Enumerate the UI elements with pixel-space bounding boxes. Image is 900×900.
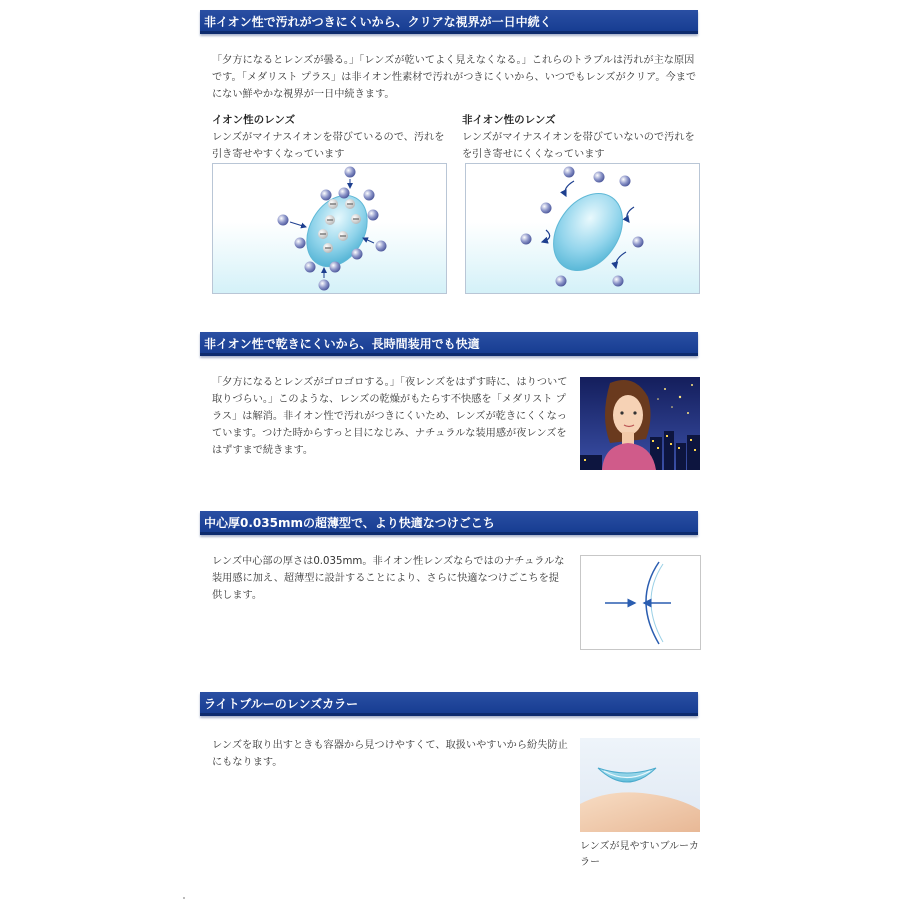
lens-on-finger-illustration: [580, 738, 700, 832]
ionic-lens-diagram: [213, 164, 446, 293]
section-heading-color: ライトブルーのレンズカラー: [200, 692, 698, 716]
woman-night-illustration: [580, 377, 700, 470]
section-body-color: レンズを取り出すときも容器から見つけやすくて、取扱いやすいから紛失防止にもなります。: [212, 740, 568, 768]
section-body-clear-vision: 「夕方になるとレンズが曇る。」「レンズが乾いてよく見えなくなる。」これらのトラブルは汚れが主な原因です。「メダリスト プラス」は非イオン性素材で汚れがつきにくいから、いつでもレンズがクリア。今までにない鮮やかな視界が一日中続きます。: [212, 55, 697, 100]
lens-thickness-illustration: [581, 556, 700, 649]
blue-lens-caption: レンズが見やすいブルーカラー: [580, 841, 699, 868]
nonionic-lens-block: [462, 112, 702, 163]
nonionic-lens-diagram: [466, 164, 699, 293]
nonionic-lens-title: 非イオン性のレンズ: [462, 114, 556, 126]
nonionic-lens-illustration: [465, 163, 700, 294]
section-body-comfort: 「夕方になるとレンズがゴロゴロする。」「夜レンズをはずす時に、はりついて取りづらい。」このような、レンズの乾燥がもたらす不快感を「メダリスト プラス」は解消。非イオン性で汚れがつきにくいため、レンズが乾きにくくなっています。つけた時からすっと目になじみ、ナチュラルな装用感が夜レンズをはずすまで続きます。: [212, 377, 568, 456]
ionic-lens-block: [212, 112, 447, 163]
section-body-thin: レンズ中心部の厚さは0.035mm。非イオン性レンズならではのナチュラルな装用感に加え、超薄型に設計することにより、さらに快適なつけごこちを提供します。: [212, 556, 565, 601]
stray-dot: [183, 897, 185, 899]
section-heading-thin: 中心厚0.035mmの超薄型で、より快適なつけごこち: [200, 511, 698, 535]
thin-lens-diagram: [580, 555, 701, 650]
nonionic-lens-text: レンズがマイナスイオンを帯びていないので汚れをを引き寄せにくくなっています: [462, 132, 695, 160]
ionic-lens-text: レンズがマイナスイオンを帯びているので、汚れを引き寄せやすくなっています: [212, 132, 445, 160]
ionic-lens-illustration: [212, 163, 447, 294]
section-heading-comfort: 非イオン性で乾きにくいから、長時間装用でも快適: [200, 332, 698, 356]
night-woman-image: [580, 377, 700, 470]
blue-lens-finger-image: [580, 738, 700, 832]
section-heading-clear-vision: 非イオン性で汚れがつきにくいから、クリアな視界が一日中続く: [200, 10, 698, 34]
ionic-lens-title: イオン性のレンズ: [212, 114, 296, 126]
face: [613, 395, 643, 435]
lens-shape: [539, 180, 636, 283]
